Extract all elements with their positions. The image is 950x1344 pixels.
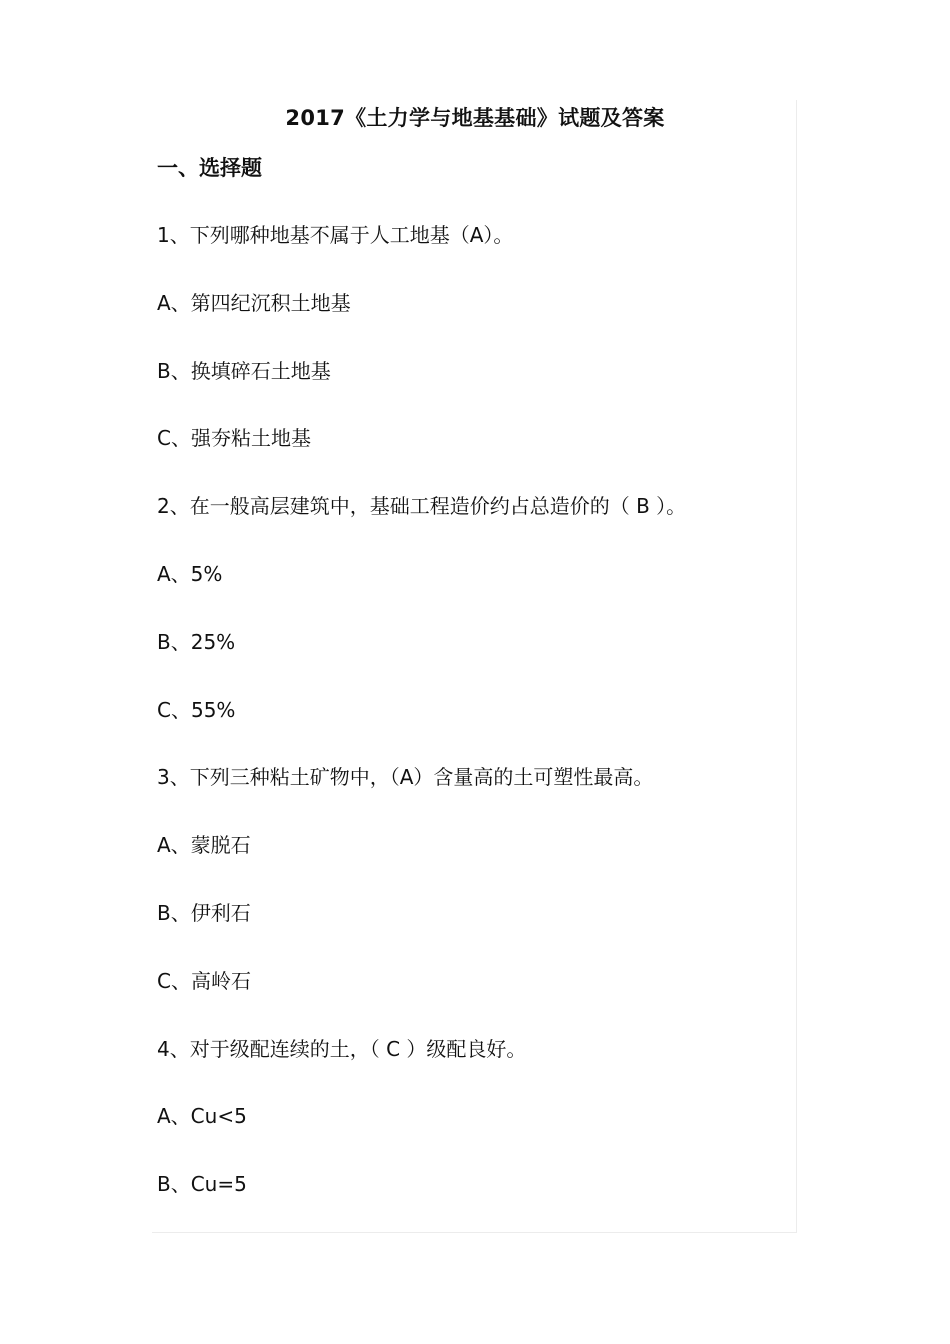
- option-line: A、5%: [157, 561, 223, 586]
- section-heading: 一、选择题: [157, 156, 262, 180]
- question-line: 3、下列三种粘土矿物中，（A）含量高的土可塑性最高。: [157, 765, 654, 790]
- option-line: C、55%: [157, 697, 236, 722]
- option-line: A、第四纪沉积土地基: [157, 290, 351, 315]
- option-line: C、强夯粘土地基: [157, 426, 311, 451]
- option-line: A、Cu<5: [157, 1104, 247, 1129]
- question-line: 1、下列哪种地基不属于人工地基（A）。: [157, 223, 514, 247]
- question-line: 2、在一般高层建筑中，基础工程造价约占总造价的（ B ）。: [157, 494, 687, 519]
- option-line: B、25%: [157, 629, 236, 654]
- option-line: B、Cu=5: [157, 1172, 247, 1197]
- option-line: A、蒙脱石: [157, 833, 251, 858]
- question-list: [157, 219, 686, 1236]
- option-line: B、伊利石: [157, 900, 251, 925]
- option-line: B、换填碎石土地基: [157, 358, 331, 383]
- question-line: 4、对于级配连续的土，（ C ）级配良好。: [157, 1036, 527, 1061]
- option-line: C、高岭石: [157, 968, 251, 993]
- document-title: 2017《土力学与地基基础》试题及答案: [285, 106, 665, 130]
